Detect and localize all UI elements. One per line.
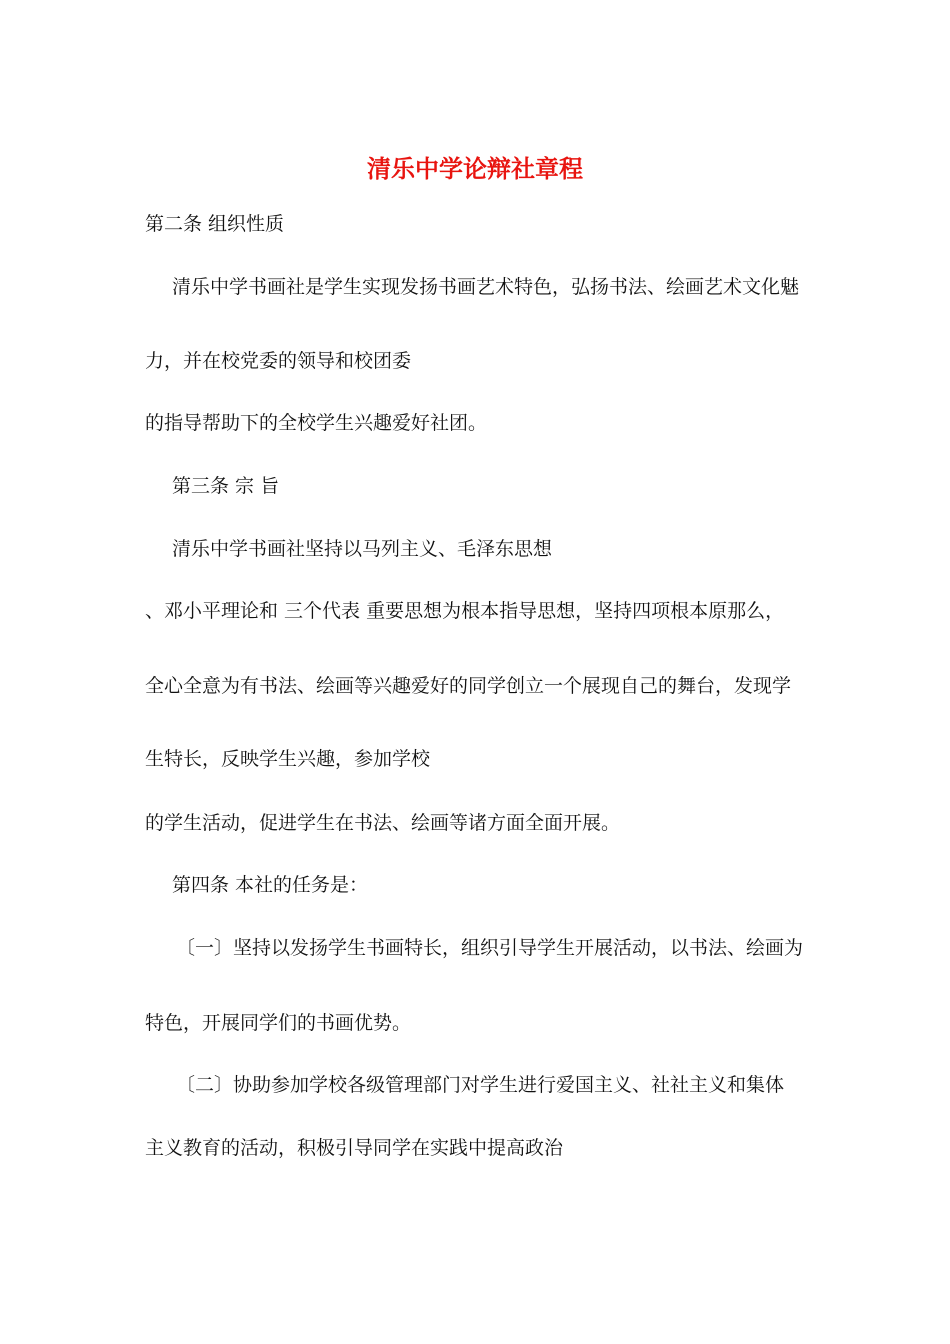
article-4-heading: 第四条 本社的任务是： — [172, 874, 369, 896]
list-item-2-line: 主义教育的活动，积极引导同学在实践中提高政治 — [145, 1137, 564, 1159]
article-2-heading: 第二条 组织性质 — [145, 213, 285, 235]
article-3-heading: 第三条 宗 旨 — [172, 475, 280, 497]
paragraph-line: 的指导帮助下的全校学生兴趣爱好社团。 — [145, 412, 488, 434]
list-item-1-line: 特色，开展同学们的书画优势。 — [145, 1012, 412, 1034]
list-item-1-line: 〔一〕坚持以发扬学生书画特长，组织引导学生开展活动，以书法、绘画为 — [176, 937, 804, 959]
paragraph-line: 的学生活动，促进学生在书法、绘画等诸方面全面开展。 — [145, 812, 621, 834]
paragraph-line: 生特长，反映学生兴趣，参加学校 — [145, 748, 431, 770]
document-title: 清乐中学论辩社章程 — [367, 154, 583, 183]
paragraph-line: 、邓小平理论和 三个代表 重要思想为根本指导思想，坚持四项根本原那么， — [145, 600, 785, 622]
paragraph-line: 全心全意为有书法、绘画等兴趣爱好的同学创立一个展现自己的舞台，发现学 — [145, 675, 792, 697]
list-item-2-line: 〔二〕协助参加学校各级管理部门对学生进行爱国主义、社社主义和集体 — [176, 1074, 785, 1096]
paragraph-line: 清乐中学书画社坚持以马列主义、毛泽东思想 — [172, 538, 553, 560]
paragraph-line: 力，并在校党委的领导和校团委 — [145, 350, 412, 372]
paragraph-line: 清乐中学书画社是学生实现发扬书画艺术特色，弘扬书法、绘画艺术文化魅 — [172, 276, 800, 298]
